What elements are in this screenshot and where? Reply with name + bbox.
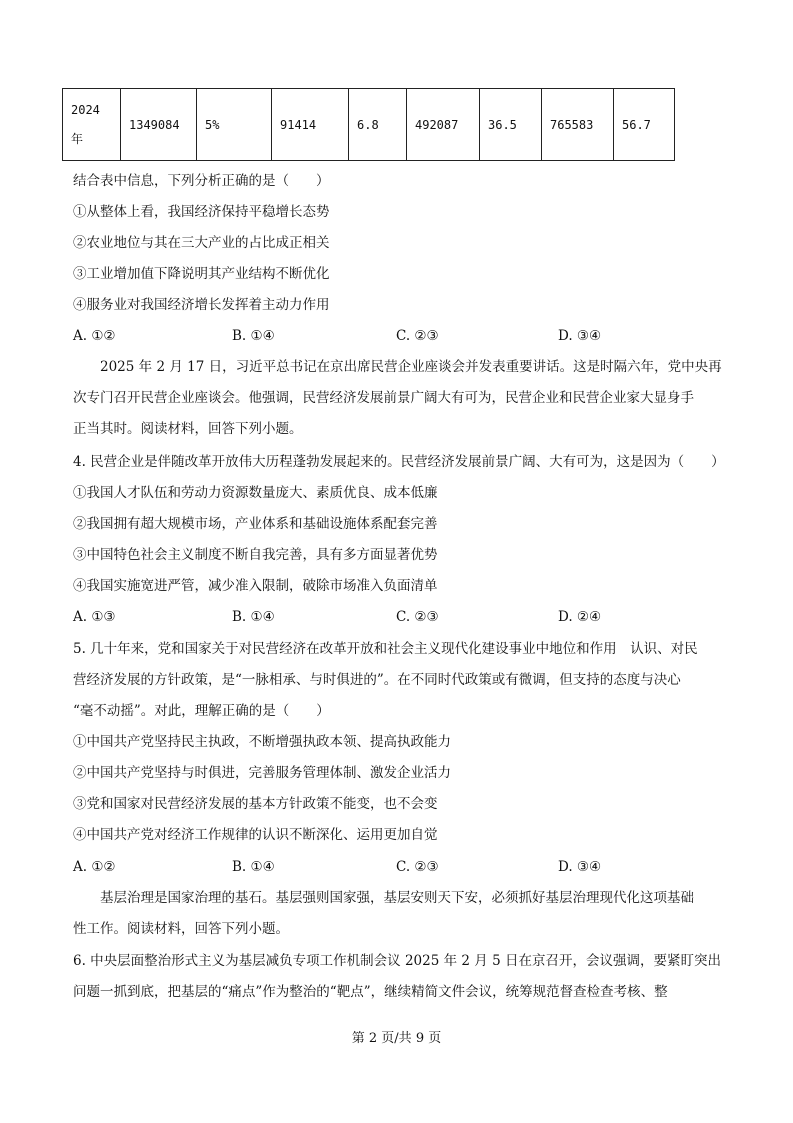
table-cell: 36.5: [480, 89, 542, 161]
table-cell: 1349084: [121, 89, 197, 161]
table-cell: 91414: [272, 89, 349, 161]
question-4-options: [73, 608, 693, 626]
question-5-stem: 5. 几十年来，党和国家关于对民营经济在改革开放和社会主义现代化建设事业中地位和作用 认识、对民: [73, 641, 698, 657]
question-5-item: ④中国共产党对经济工作规律的认识不断深化、运用更加自觉: [73, 827, 438, 843]
material-text: 基层治理是国家治理的基石。基层强则国家强，基层安则天下安，必须抓好基层治理现代化这项基础: [100, 890, 694, 906]
table-row: [63, 89, 675, 161]
option-c[interactable]: C. ②③: [396, 328, 439, 344]
option-d[interactable]: D. ③④: [558, 328, 602, 344]
option-c[interactable]: C. ②③: [396, 609, 439, 625]
question-6-stem: 6. 中央层面整治形式主义为基层减负专项工作机制会议 2025 年 2 月 5 日在京召开，会议强调，要紧盯突出: [73, 953, 721, 969]
question-6-stem: 问题一抓到底，把基层的“痛点”作为整治的“靶点”，继续精简文件会议，统筹规范督查检查考核、整: [73, 984, 668, 1000]
question-3-item: ③工业增加值下降说明其产业结构不断优化: [73, 266, 330, 282]
question-5-item: ②中国共产党坚持与时俱进，完善服务管理体制、激发企业活力: [73, 765, 451, 781]
material-text: 性工作。阅读材料，回答下列小题。: [73, 921, 289, 937]
option-b[interactable]: B. ①④: [232, 609, 275, 625]
option-c[interactable]: C. ②③: [396, 859, 439, 875]
question-3-options: [73, 327, 693, 345]
option-a[interactable]: A. ①②: [73, 328, 116, 344]
option-d[interactable]: D. ②④: [558, 609, 602, 625]
option-a[interactable]: A. ①③: [73, 609, 116, 625]
option-a[interactable]: A. ①②: [73, 859, 116, 875]
question-4-item: ④我国实施宽进严管，减少准入限制，破除市场准入负面清单: [73, 578, 438, 594]
question-5-stem: “毫不动摇”。对此，理解正确的是（ ）: [73, 703, 330, 719]
question-4-stem: 4. 民营企业是伴随改革开放伟大历程蓬勃发展起来的。民营经济发展前景广阔、大有可为，这是因为（ ）: [73, 454, 725, 470]
material-text: 2025 年 2 月 17 日，习近平总书记在京出席民营企业座谈会并发表重要讲话。这是时隔六年，党中央再: [100, 359, 722, 375]
option-b[interactable]: B. ①④: [232, 328, 275, 344]
question-3-item: ④服务业对我国经济增长发挥着主动力作用: [73, 297, 330, 313]
question-5-item: ①中国共产党坚持民主执政，不断增强执政本领、提高执政能力: [73, 734, 451, 750]
table-cell-year: 2024 年: [63, 89, 121, 161]
question-3-item: ②农业地位与其在三大产业的占比成正相关: [73, 235, 330, 251]
material-text: 次专门召开民营企业座谈会。他强调，民营经济发展前景广阔大有可为，民营企业和民营企业家大显身手: [73, 390, 694, 406]
question-3-item: ①从整体上看，我国经济保持平稳增长态势: [73, 204, 330, 220]
statistics-table: [62, 88, 675, 161]
page-footer: 第 2 页/共 9 页: [351, 1031, 442, 1046]
table-cell: 6.8: [349, 89, 407, 161]
question-4-item: ①我国人才队伍和劳动力资源数量庞大、素质优良、成本低廉: [73, 485, 438, 501]
question-5-options: [73, 858, 693, 876]
option-d[interactable]: D. ③④: [558, 859, 602, 875]
question-5-stem: 营经济发展的方针政策，是“一脉相承、与时俱进的”。在不同时代政策或有微调，但支持的态度与决心: [73, 672, 681, 688]
question-3-stem: 结合表中信息，下列分析正确的是（ ）: [73, 173, 330, 189]
option-b[interactable]: B. ①④: [232, 859, 275, 875]
question-4-item: ②我国拥有超大规模市场，产业体系和基础设施体系配套完善: [73, 516, 438, 532]
table-cell: 56.7: [614, 89, 675, 161]
material-text: 正当其时。阅读材料，回答下列小题。: [73, 421, 303, 437]
question-4-item: ③中国特色社会主义制度不断自我完善，具有多方面显著优势: [73, 547, 438, 563]
table-cell: 492087: [407, 89, 480, 161]
question-5-item: ③党和国家对民营经济发展的基本方针政策不能变，也不会变: [73, 796, 438, 812]
table-cell: 5%: [197, 89, 272, 161]
table-cell: 765583: [542, 89, 614, 161]
